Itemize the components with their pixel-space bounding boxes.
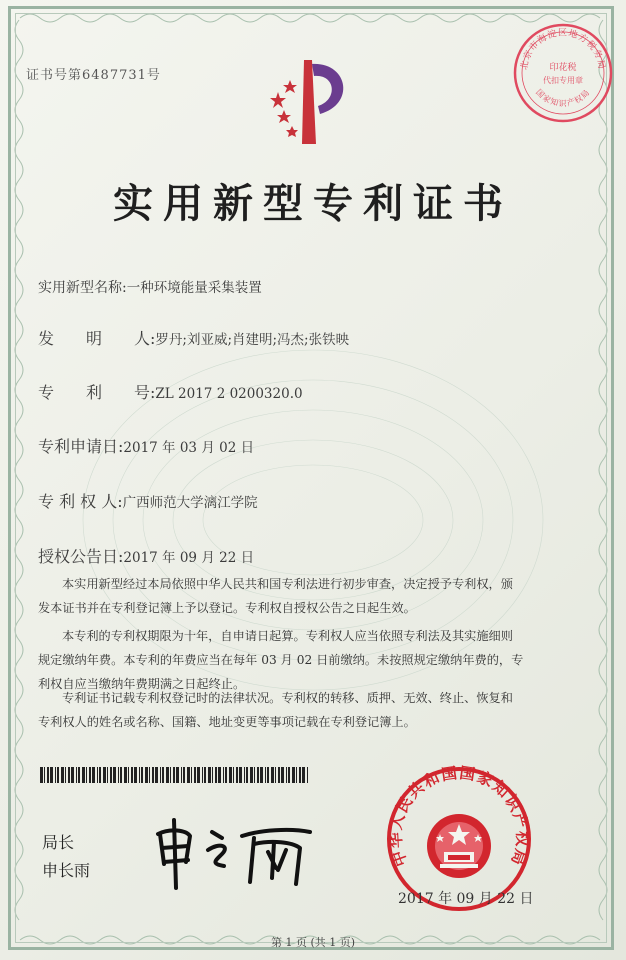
barcode-icon	[40, 767, 310, 783]
patent-office-logo-icon	[260, 52, 360, 152]
field-utility-model-name	[38, 276, 262, 297]
field-label: 实用新型名称:	[38, 280, 127, 296]
certificate-title: 实用新型专利证书	[113, 180, 513, 227]
paragraph-line: 本专利的专利权期限为十年，自申请日起算。专利权人应当依照专利法及其实施细则	[62, 629, 513, 643]
paragraph-line: 规定缴纳年费。本专利的年费应当在每年 03 月 02 日前缴纳。未按照规定缴纳年费的，专	[38, 653, 524, 667]
seal-text: 中华人民共和国国家知识产权局	[386, 764, 532, 869]
tax-stamp-line1: 印花税	[549, 63, 577, 73]
field-application-date	[38, 434, 254, 457]
field-value: 罗丹;刘亚威;肖建明;冯杰;张铁映	[155, 332, 350, 348]
tax-stamp-text: 北京市海淀区地方税务局	[519, 28, 607, 71]
tax-stamp-seal	[510, 20, 616, 126]
field-grant-date	[38, 544, 254, 567]
field-value: 2017 年 09 月 22 日	[123, 550, 255, 566]
field-value: ZL 2017 2 0200320.0	[155, 386, 303, 402]
certificate-number: 证书号第6487731号	[26, 68, 161, 83]
field-label: 专利申请日:	[38, 437, 124, 456]
svg-text:国家知识产权局	[534, 88, 592, 108]
director-name: 申长雨	[42, 861, 91, 880]
legal-paragraph-1	[38, 572, 586, 620]
field-label: 授权公告日:	[38, 547, 124, 566]
field-label: 专 利 号:	[38, 383, 156, 402]
field-label: 专 利 权 人:	[38, 492, 123, 511]
national-emblem-icon	[427, 814, 491, 878]
field-patent-holder	[38, 489, 258, 512]
field-patent-number	[38, 380, 303, 403]
field-label: 发 明 人:	[38, 329, 156, 348]
field-value: 2017 年 03 月 02 日	[123, 440, 255, 456]
tax-stamp-bottom-text: 国家知识产权局	[534, 87, 592, 109]
director-title: 局长	[42, 833, 75, 852]
tax-stamp-line2: 代扣专用章	[543, 76, 583, 85]
page-number: 第 1 页 (共 1 页)	[270, 936, 356, 949]
field-value: 广西师范大学漓江学院	[122, 495, 258, 511]
legal-paragraph-3	[38, 686, 586, 734]
paragraph-line: 专利权人的姓名或名称、国籍、地址变更等事项记载在专利登记簿上。	[38, 715, 416, 729]
paragraph-line: 本实用新型经过本局依照中华人民共和国专利法进行初步审查，决定授予专利权，颁	[62, 577, 513, 591]
handwritten-signature	[150, 812, 320, 892]
seal-date: 2017 年 09 月 22 日	[398, 891, 534, 907]
field-value: 一种环境能量采集装置	[126, 280, 262, 296]
paragraph-line: 专利证书记载专利权登记时的法律状况。专利权的转移、质押、无效、终止、恢复和	[62, 691, 513, 705]
field-inventor	[38, 326, 349, 349]
paragraph-line: 发本证书并在专利登记簿上予以登记。专利权自授权公告之日起生效。	[38, 601, 416, 615]
paragraph-line: 利权自应当缴纳年费期满之日起终止。	[38, 677, 246, 691]
